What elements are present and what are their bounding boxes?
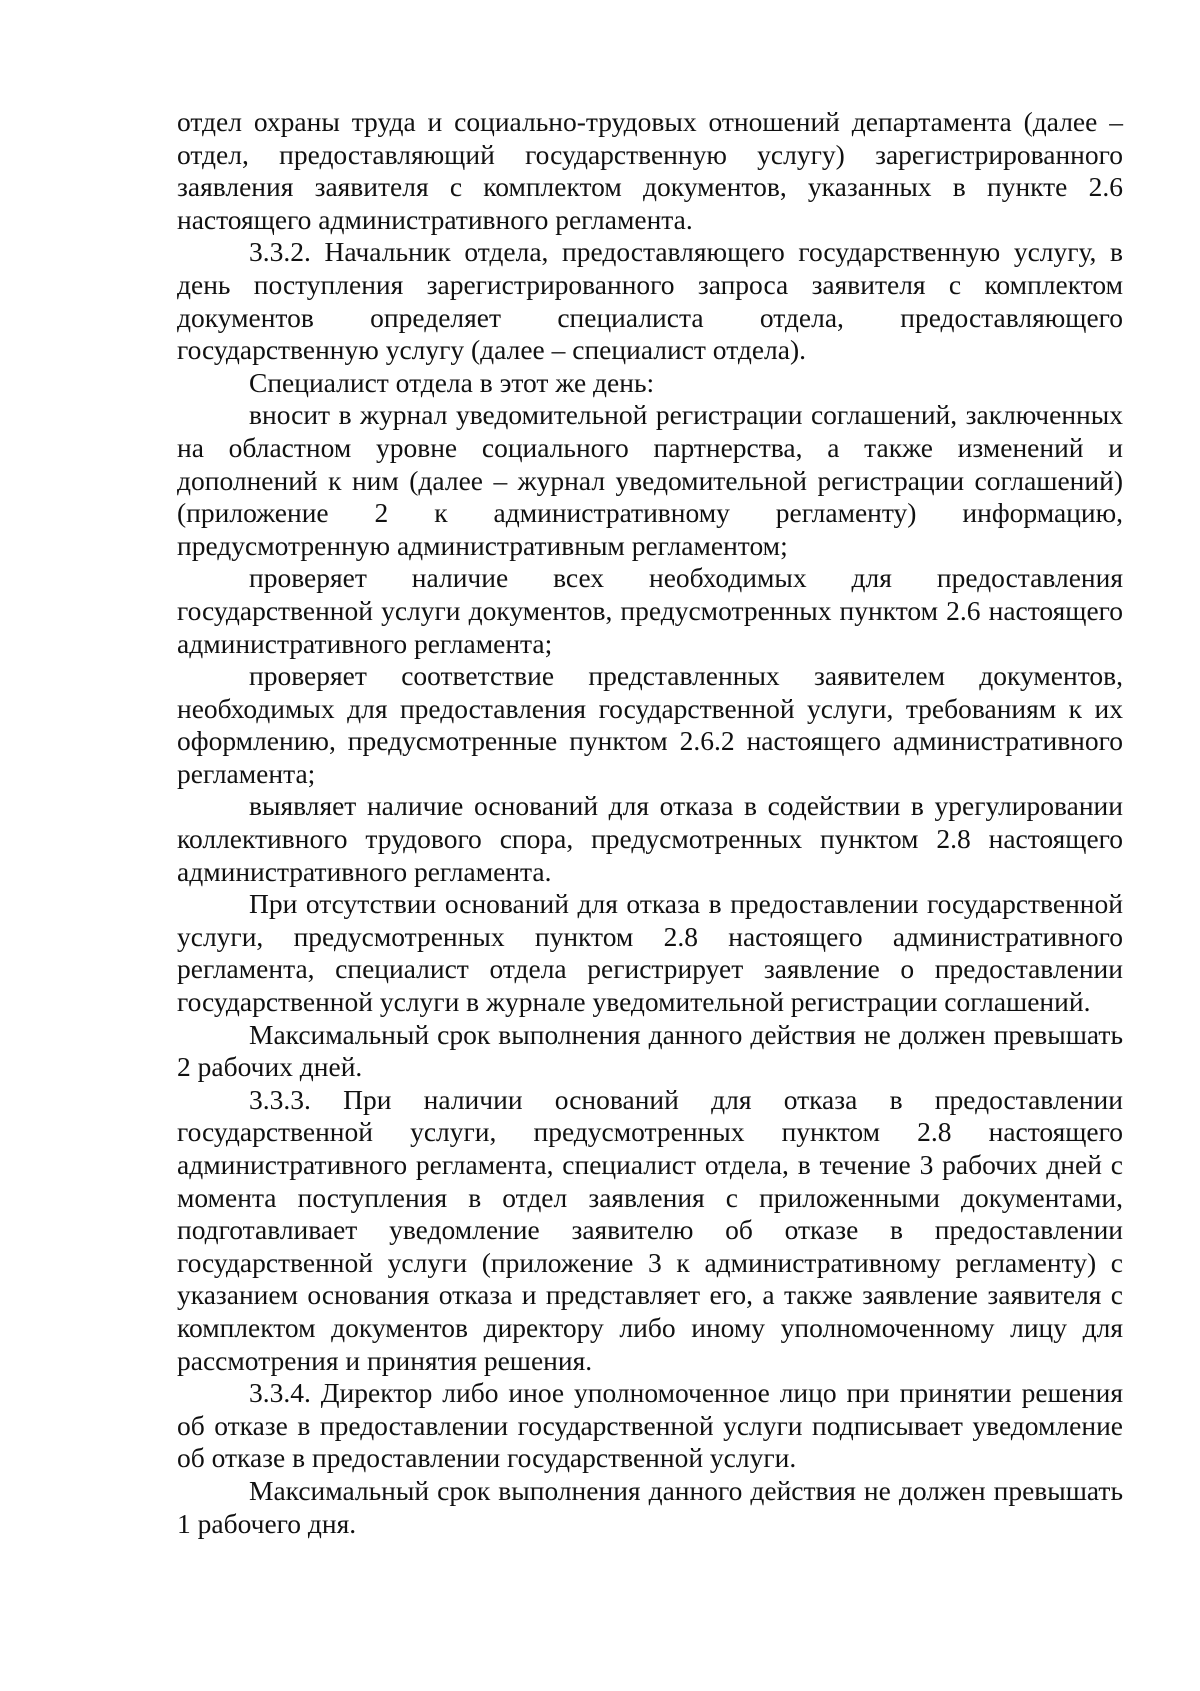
paragraph-3-3-4: 3.3.4. Директор либо иное уполномоченное лицо при принятии решения об отказе в предоставлении государственной услуги подписывает уведомление об отказе в предоставлении государственной услуги. bbox=[177, 1377, 1123, 1474]
document-body bbox=[177, 106, 1123, 1540]
paragraph-max-term-1-day: Максимальный срок выполнения данного действия не должен превышать 1 рабочего дня. bbox=[177, 1474, 1123, 1539]
paragraph-3-3-2: 3.3.2. Начальник отдела, предоставляющего государственную услугу, в день поступления зарегистрированного запроса заявителя с комплектом документов определяет специалиста отдела, предоставляющего государственную услугу (далее – специалист отдела). bbox=[177, 236, 1123, 366]
paragraph-3-3-3: 3.3.3. При наличии оснований для отказа в предоставлении государственной услуги, предусмотренных пунктом 2.8 настоящего административного регламента, специалист отдела, в течение 3 рабочих дней с момента поступления в отдел заявления с приложенными документами, подготавливает уведомление заявителю об отказе в предоставлении государственной услуги (приложение 3 к административному регламенту) с указанием основания отказа и представляет его, а также заявление заявителя с комплектом документов директору либо иному уполномоченному лицу для рассмотрения и принятия решения. bbox=[177, 1083, 1123, 1376]
paragraph-checks-documents: проверяет наличие всех необходимых для предоставления государственной услуги документов, предусмотренных пунктом 2.6 настоящего административного регламента; bbox=[177, 562, 1123, 659]
paragraph-specialist-same-day: Специалист отдела в этот же день: bbox=[249, 366, 655, 398]
paragraph-max-term-2-days: Максимальный срок выполнения данного действия не должен превышать 2 рабочих дней. bbox=[177, 1018, 1123, 1083]
paragraph-identifies-grounds: выявляет наличие оснований для отказа в содействии в урегулировании коллективного трудового спора, предусмотренных пунктом 2.8 настоящего административного регламента. bbox=[177, 790, 1123, 887]
paragraph-no-grounds-registers: При отсутствии оснований для отказа в предоставлении государственной услуги, предусмотренных пунктом 2.8 настоящего административного регламента, специалист отдела регистрирует заявление о предоставлении государственной услуги в журнале уведомительной регистрации соглашений. bbox=[177, 888, 1123, 1018]
paragraph-dept-registration: отдел охраны труда и социально-трудовых отношений департамента (далее – отдел, предоставляющий государственную услугу) зарегистрированного заявления заявителя с комплектом документов, указанных в пункте 2.6 настоящего административного регламента. bbox=[177, 106, 1123, 235]
paragraph-checks-conformity: проверяет соответствие представленных заявителем документов, необходимых для предоставления государственной услуги, требованиям к их оформлению, предусмотренные пунктом 2.6.2 настоящего административного регламента; bbox=[177, 660, 1123, 789]
paragraph-enters-journal: вносит в журнал уведомительной регистрации соглашений, заключенных на областном уровне социального партнерства, а также изменений и дополнений к ним (далее – журнал уведомительной регистрации соглашений) (приложение 2 к административному регламенту) информацию, предусмотренную административным регламентом; bbox=[177, 399, 1123, 561]
